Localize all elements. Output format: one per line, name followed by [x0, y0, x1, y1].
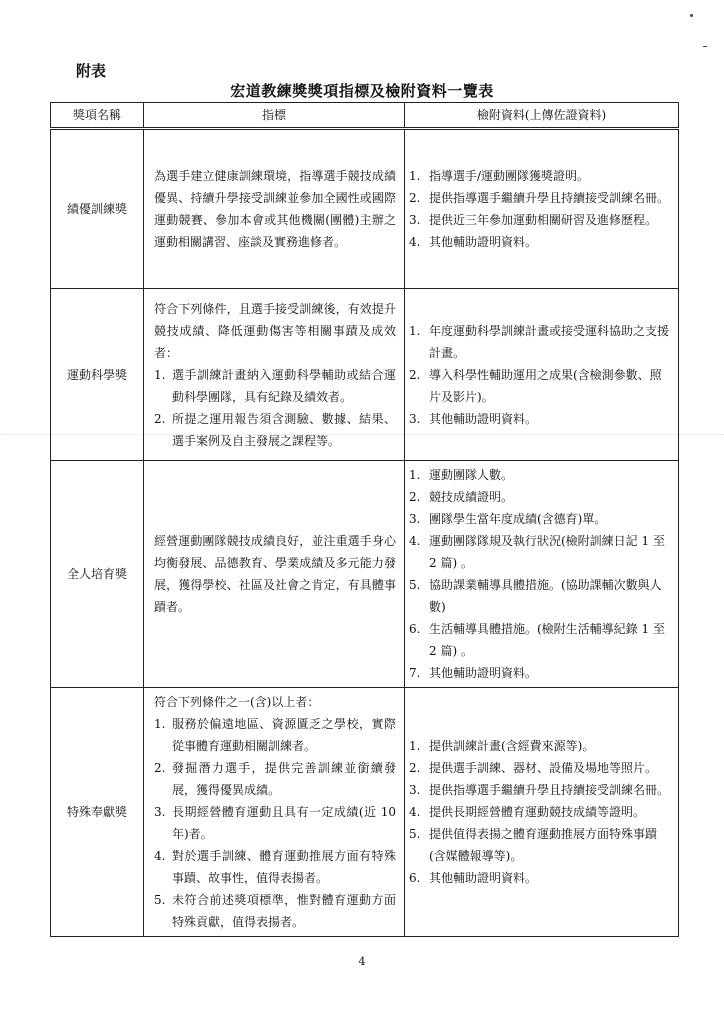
- list-item-text: 提供指導選手繼續升學且持續接受訓練名冊。: [429, 191, 670, 205]
- list-item: [409, 231, 672, 253]
- list-item-number: 2.: [409, 191, 421, 205]
- list-item: [409, 574, 672, 618]
- attachments-cell: [405, 688, 679, 937]
- award-name-cell: 績優訓練獎: [51, 129, 144, 289]
- table-row: [51, 129, 679, 289]
- list-item-number: 2.: [154, 761, 166, 775]
- table-header: [51, 103, 679, 129]
- list-item: [409, 867, 672, 889]
- indicator-cell: [144, 129, 405, 289]
- list-item: [409, 779, 672, 801]
- table-row: [51, 461, 679, 688]
- list-item: [154, 408, 396, 452]
- list-item-text: 競技成績證明。: [429, 490, 514, 504]
- scan-speck: [690, 14, 693, 17]
- indicator-paragraph: 符合下列條件之一(含)以上者：: [154, 695, 320, 709]
- list-item-text: 導入科學性輔助運用之成果(含檢測參數、照片及影片)。: [429, 367, 662, 404]
- list-item-number: 7.: [409, 666, 421, 680]
- list-item-text: 提供值得表揚之體育運動推展方面特殊事蹟(含媒體報導等)。: [429, 827, 658, 863]
- list-item-number: 4.: [409, 534, 421, 548]
- column-header-attachments: 檢附資料(上傳佐證資料): [405, 103, 679, 129]
- list-item: [409, 801, 672, 823]
- attachments-cell: [405, 461, 679, 688]
- indicator-cell: [144, 289, 405, 461]
- list-item-number: 4.: [409, 805, 421, 819]
- list-item-number: 5.: [409, 578, 421, 592]
- list-item-text: 提供長期經營體育運動競技成績等證明。: [429, 805, 646, 819]
- list-item-text: 運動團隊人數。: [429, 468, 514, 482]
- list-item: [409, 165, 672, 187]
- list-item: [409, 320, 672, 364]
- list-item: [409, 408, 672, 430]
- list-item-text: 生活輔導具體措施。(檢附生活輔導紀錄 1 至 2 篇) 。: [429, 622, 665, 658]
- annex-label: 附表: [76, 62, 107, 80]
- list-item-text: 未符合前述獎項標準，惟對體育運動方面特殊貢獻，值得表揚者。: [172, 893, 396, 929]
- list-item: [409, 508, 672, 530]
- indicator-paragraph: 經營運動團隊競技成績良好，並注重選手身心均衡發展、品德教育、學業成績及多元能力發展，獲得學校、社區及社會之肯定，有具體事蹟者。: [154, 534, 396, 614]
- list-item-number: 1.: [409, 169, 421, 183]
- table-row: [51, 289, 679, 461]
- list-item-text: 協助課業輔導具體措施。(協助課輔次數與人數): [429, 578, 662, 614]
- list-item: [409, 823, 672, 867]
- table-body: [51, 129, 679, 937]
- list-item-number: 2.: [409, 490, 421, 504]
- list-item-number: 1.: [409, 323, 421, 338]
- indicator-list: [154, 713, 396, 933]
- column-header-indicator: 指標: [144, 103, 405, 129]
- list-item-number: 4.: [154, 849, 166, 863]
- list-item: [409, 364, 672, 408]
- list-item-text: 運動團隊隊規及執行狀況(檢附訓練日記 1 至 2 篇) 。: [429, 534, 665, 570]
- list-item-text: 提供選手訓練、器材、設備及場地等照片。: [429, 761, 658, 775]
- list-item-text: 發掘潛力選手，提供完善訓練並銜續發展，獲得優異成績。: [172, 761, 396, 797]
- list-item-text: 提供近三年參加運動相關研習及進修歷程。: [429, 213, 658, 227]
- attachments-list: [409, 320, 672, 430]
- awards-table: [50, 102, 679, 937]
- list-item-number: 2.: [409, 761, 421, 775]
- indicator-cell: [144, 688, 405, 937]
- list-item-text: 指導選手/運動團隊獲獎證明。: [429, 169, 590, 183]
- list-item: [409, 757, 672, 779]
- list-item-text: 提供訓練計畫(含經費來源等)。: [429, 739, 595, 753]
- attachments-cell: [405, 289, 679, 461]
- indicator-list: [154, 364, 396, 452]
- list-item-number: 1.: [154, 367, 166, 382]
- list-item-number: 4.: [409, 235, 421, 249]
- list-item: [409, 486, 672, 508]
- list-item-number: 5.: [409, 827, 421, 841]
- document-title: 宏道教練獎獎項指標及檢附資料一覽表: [230, 82, 494, 100]
- list-item: [409, 662, 672, 684]
- list-item-text: 所提之運用報告須含測驗、數據、結果、選手案例及自主發展之課程等。: [172, 411, 396, 448]
- list-item-text: 選手訓練計畫納入運動科學輔助或結合運動科學團隊，具有紀錄及績效者。: [172, 367, 396, 404]
- indicator-paragraph: 為選手建立健康訓練環境，指導選手競技成績優異、持續升學接受訓練並參加全國性或國際運動競賽、參加本會或其他機關(團體)主辦之運動相關講習、座談及實務進修者。: [154, 169, 396, 249]
- list-item: [154, 801, 396, 845]
- list-item-number: 1.: [409, 739, 421, 753]
- attachments-list: [409, 165, 672, 253]
- list-item-text: 其他輔助證明資料。: [429, 235, 538, 249]
- list-item-number: 3.: [409, 512, 421, 526]
- list-item-number: 3.: [154, 805, 166, 819]
- award-name-cell: 運動科學獎: [51, 289, 144, 461]
- list-item-number: 6.: [409, 871, 421, 885]
- list-item-number: 3.: [409, 213, 421, 227]
- indicator-paragraph: 符合下列條件，且選手接受訓練後，有效提升競技成績、降低運動傷害等相關事蹟及成效者：: [154, 301, 396, 360]
- list-item: [154, 845, 396, 889]
- list-item-text: 其他輔助證明資料。: [429, 666, 538, 680]
- list-item: [409, 735, 672, 757]
- attachments-list: [409, 735, 672, 889]
- attachments-list: [409, 464, 672, 684]
- list-item: [409, 209, 672, 231]
- list-item-text: 提供指導選手繼續升學且持續接受訓練名冊。: [429, 783, 670, 797]
- list-item-number: 2.: [154, 411, 166, 426]
- award-name-cell: 特殊奉獻獎: [51, 688, 144, 937]
- list-item: [409, 618, 672, 662]
- list-item: [154, 757, 396, 801]
- list-item-number: 5.: [154, 893, 166, 907]
- list-item-text: 其他輔助證明資料。: [429, 411, 538, 426]
- list-item-number: 2.: [409, 367, 421, 382]
- list-item: [409, 530, 672, 574]
- column-header-award-name: 獎項名稱: [51, 103, 144, 129]
- list-item-text: 其他輔助證明資料。: [429, 871, 538, 885]
- list-item-number: 3.: [409, 411, 421, 426]
- list-item: [154, 889, 396, 933]
- table-row: [51, 688, 679, 937]
- list-item-number: 6.: [409, 622, 421, 636]
- list-item-text: 服務於偏遠地區、資源匱乏之學校，實際從事體育運動相關訓練者。: [172, 717, 396, 753]
- list-item-text: 團隊學生當年度成績(含德育)單。: [429, 512, 607, 526]
- list-item-number: 1.: [409, 468, 421, 482]
- page-number: 4: [358, 955, 366, 968]
- list-item: [409, 187, 672, 209]
- list-item-number: 3.: [409, 783, 421, 797]
- list-item-number: 1.: [154, 717, 166, 731]
- attachments-cell: [405, 129, 679, 289]
- list-item: [154, 364, 396, 408]
- scan-speck: [703, 46, 707, 47]
- list-item-text: 長期經營體育運動且具有一定成績(近 10 年)者。: [172, 805, 396, 841]
- list-item-text: 年度運動科學訓練計畫或接受運科協助之支援計畫。: [429, 323, 670, 360]
- list-item: [154, 713, 396, 757]
- list-item-text: 對於選手訓練、體育運動推展方面有特殊事蹟、故事性，值得表揚者。: [172, 849, 396, 885]
- list-item: [409, 464, 672, 486]
- indicator-cell: [144, 461, 405, 688]
- award-name-cell: 全人培育獎: [51, 461, 144, 688]
